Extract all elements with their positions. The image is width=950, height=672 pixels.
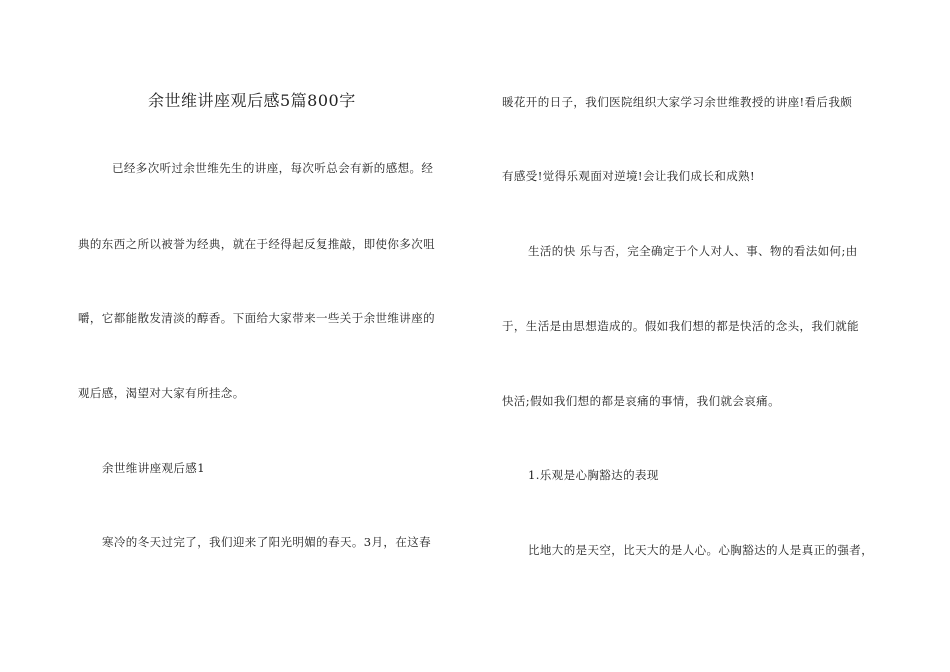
paragraph-line: 寒冷的冬天过完了，我们迎来了阳光明媚的春天。3月，在这春 [102, 535, 432, 549]
paragraph-line: 生活的快 乐与否，完全确定于个人对人、事、物的看法如何;由 [528, 244, 858, 258]
paragraph-line: 嚼，它都能散发清淡的醇香。下面给大家带来一些关于余世维讲座的 [78, 311, 435, 325]
section-heading: 1.乐观是心胸豁达的表现 [528, 468, 659, 482]
paragraph-line: 暖花开的日子，我们医院组织大家学习余世维教授的讲座!看后我颇 [502, 95, 853, 109]
section-heading: 余世维讲座观后感1 [102, 461, 205, 475]
page-title: 余世维讲座观后感5篇800字 [148, 91, 356, 110]
paragraph-line: 已经多次听过余世维先生的讲座，每次听总会有新的感想。经 [112, 161, 434, 175]
paragraph-line: 于，生活是由思想造成的。假如我们想的都是快活的念头，我们就能 [502, 319, 859, 333]
paragraph-line: 有感受!觉得乐观面对逆境!会让我们成长和成熟! [502, 169, 756, 183]
paragraph-line: 比地大的是天空，比天大的是人心。心胸豁达的人是真正的强者， [528, 543, 874, 557]
paragraph-line: 观后感，渴望对大家有所挂念。 [78, 386, 245, 400]
paragraph-line: 快活;假如我们想的都是哀痛的事情，我们就会哀痛。 [502, 394, 780, 408]
paragraph-line: 典的东西之所以被誉为经典，就在于经得起反复推敲，即使你多次咀 [78, 237, 435, 251]
